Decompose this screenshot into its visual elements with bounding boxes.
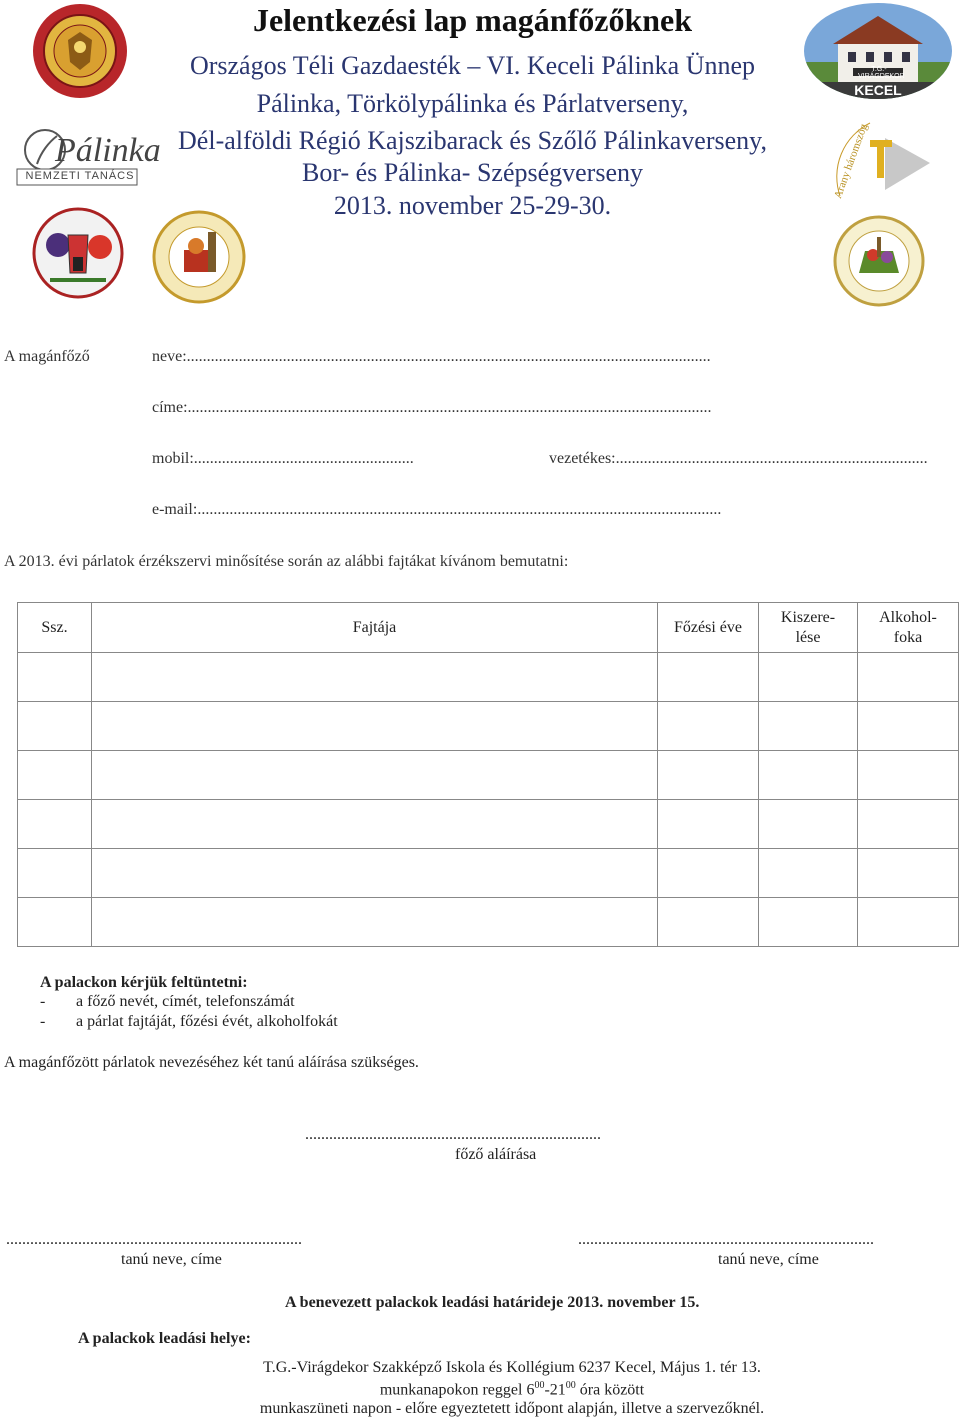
dropoff-hours [0, 1380, 960, 1399]
table-cell[interactable] [658, 898, 759, 947]
deadline-text: A benevezett palackok leadási határideje 2013. november 15. [285, 1294, 700, 1311]
table-cell[interactable] [18, 849, 92, 898]
name-label: neve: [152, 348, 187, 365]
table-cell[interactable] [759, 800, 858, 849]
bottle-info-heading: A palackon kérjük feltüntetni: [40, 974, 248, 991]
arany-haromszog-tg-logo [830, 118, 935, 200]
table-row [18, 800, 959, 849]
table-cell[interactable] [92, 800, 658, 849]
table-cell[interactable] [759, 898, 858, 947]
table-cell[interactable] [92, 702, 658, 751]
table-cell[interactable] [858, 898, 959, 947]
table-cell[interactable] [858, 702, 959, 751]
header-line-4: Bor- és Pálinka- Szépségverseny [302, 158, 643, 187]
header-line-5: 2013. november 25-29-30. [333, 191, 612, 220]
table-cell[interactable] [18, 751, 92, 800]
table-cell[interactable] [858, 800, 959, 849]
kecel-school-photo [803, 2, 953, 100]
bottle-info-bullet-1: - [40, 993, 46, 1010]
hours-sup-1: 00 [534, 1380, 545, 1391]
witness-right-label: tanú neve, címe [718, 1251, 819, 1268]
landline-fill: .............................................................................. [615, 450, 928, 467]
name-field[interactable] [152, 348, 952, 370]
table-row [18, 898, 959, 947]
maker-signature-line[interactable]: .......................................................................... [305, 1126, 601, 1143]
table-cell[interactable] [759, 849, 858, 898]
intro-text: A 2013. évi párlatok érzékszervi minősítése során az alábbi fajtákat kívánom bemutatni: [4, 553, 569, 570]
header-kiszerelese-line1: Kiszere- [780, 608, 836, 626]
table-header-row [18, 603, 959, 653]
hours-post: óra között [575, 1381, 645, 1399]
mobile-field[interactable] [152, 450, 512, 472]
borrendek-seal-logo [30, 2, 130, 100]
header-line-3: Dél-alföldi Régió Kajszibarack és Szőlő Pálinkaverseny, [178, 126, 767, 155]
landline-field[interactable] [549, 450, 952, 472]
page-title: Jelentkezési lap magánfőzőknek [252, 2, 693, 38]
header-alkoholfoka-line2: foka [893, 628, 923, 646]
school-sign-text: T.G.-VIRÁGDEKOR [858, 66, 905, 80]
table-cell[interactable] [858, 751, 959, 800]
witness-left-signature-line[interactable]: .......................................................................... [6, 1231, 302, 1248]
hours-pre: munkanapokon reggel 6 [379, 1381, 535, 1399]
table-cell[interactable] [92, 751, 658, 800]
table-cell[interactable] [18, 898, 92, 947]
bottle-info-item-1: a főző nevét, címét, telefonszámát [76, 993, 295, 1010]
address-field[interactable] [152, 399, 952, 421]
palinka-lovagrend-logo [30, 205, 125, 300]
table-cell[interactable] [858, 849, 959, 898]
hours-mid: -21 [544, 1381, 566, 1399]
table-cell[interactable] [18, 702, 92, 751]
header-ssz: Ssz. [18, 603, 92, 653]
table-cell[interactable] [658, 849, 759, 898]
hours-sup-2: 00 [565, 1380, 576, 1391]
table-cell[interactable] [858, 653, 959, 702]
header-fozesi-eve: Főzési éve [658, 603, 759, 653]
table-cell[interactable] [759, 653, 858, 702]
table-cell[interactable] [658, 800, 759, 849]
table-cell[interactable] [658, 702, 759, 751]
bottle-info-bullet-2: - [40, 1013, 46, 1030]
header-line-2: Pálinka, Törkölypálinka és Párlatverseny, [256, 89, 689, 118]
witness-left-label: tanú neve, címe [121, 1251, 222, 1268]
bottle-info-item-2: a párlat fajtáját, főzési évét, alkoholfokát [76, 1013, 338, 1030]
email-field[interactable] [152, 501, 952, 523]
arany-haromszog-text: Arany háromszög [832, 122, 871, 201]
header-line-1: Országos Téli Gazdaesték – VI. Keceli Pálinka Ünnep [189, 51, 756, 80]
table-row [18, 702, 959, 751]
witness-right-signature-line[interactable]: .......................................................................... [578, 1231, 874, 1248]
table-cell[interactable] [658, 653, 759, 702]
lovagrend-seal-logo [833, 215, 925, 307]
mobile-fill: ....................................................... [193, 450, 414, 467]
header-alkoholfoka [858, 603, 959, 653]
palinka-script-text: Pálinka [55, 132, 161, 169]
dropoff-address: T.G.-Virágdekor Szakképző Iskola és Kollégium 6237 Kecel, Május 1. tér 13. [263, 1359, 761, 1376]
table-cell[interactable] [759, 751, 858, 800]
palinka-nemzeti-tanacs-logo [15, 112, 161, 190]
maker-signature-label: főző aláírása [455, 1146, 537, 1163]
dropoff-label: A palackok leadási helye: [78, 1330, 251, 1347]
witness-note: A magánfőzött párlatok nevezéséhez két tanú aláírása szükséges. [4, 1054, 419, 1071]
header-alkoholfoka-line1: Alkohol- [879, 608, 937, 626]
applicant-section-label: A magánfőző [4, 348, 90, 365]
address-label: címe: [152, 399, 188, 416]
table-row [18, 751, 959, 800]
email-fill: ................................................................................................................................... [197, 501, 722, 518]
kecel-banner-text: KECEL [854, 82, 902, 98]
table-cell[interactable] [658, 751, 759, 800]
mobile-label: mobil: [152, 450, 194, 467]
table-cell[interactable] [759, 702, 858, 751]
table-cell[interactable] [92, 653, 658, 702]
table-row [18, 653, 959, 702]
landline-label: vezetékes: [549, 450, 616, 467]
table-row [18, 849, 959, 898]
table-cell[interactable] [92, 898, 658, 947]
header-fajtaja: Fajtája [92, 603, 658, 653]
kisusti-palinkafozok-logo [152, 210, 247, 305]
table-cell[interactable] [18, 653, 92, 702]
header-kiszerelese-line2: lése [795, 628, 821, 646]
table-cell[interactable] [92, 849, 658, 898]
nemzeti-tanacs-text: NEMZETI TANÁCS [25, 170, 135, 182]
dropoff-holiday-note: munkaszüneti napon - előre egyeztetett időpont alapján, illetve a szervezőknél. [259, 1400, 765, 1417]
header-kiszerelese [759, 603, 858, 653]
table-cell[interactable] [18, 800, 92, 849]
address-fill: ................................................................................................................................... [187, 399, 712, 416]
email-label: e-mail: [152, 501, 198, 518]
entries-table [17, 602, 959, 947]
name-fill: ................................................................................................................................... [186, 348, 711, 365]
